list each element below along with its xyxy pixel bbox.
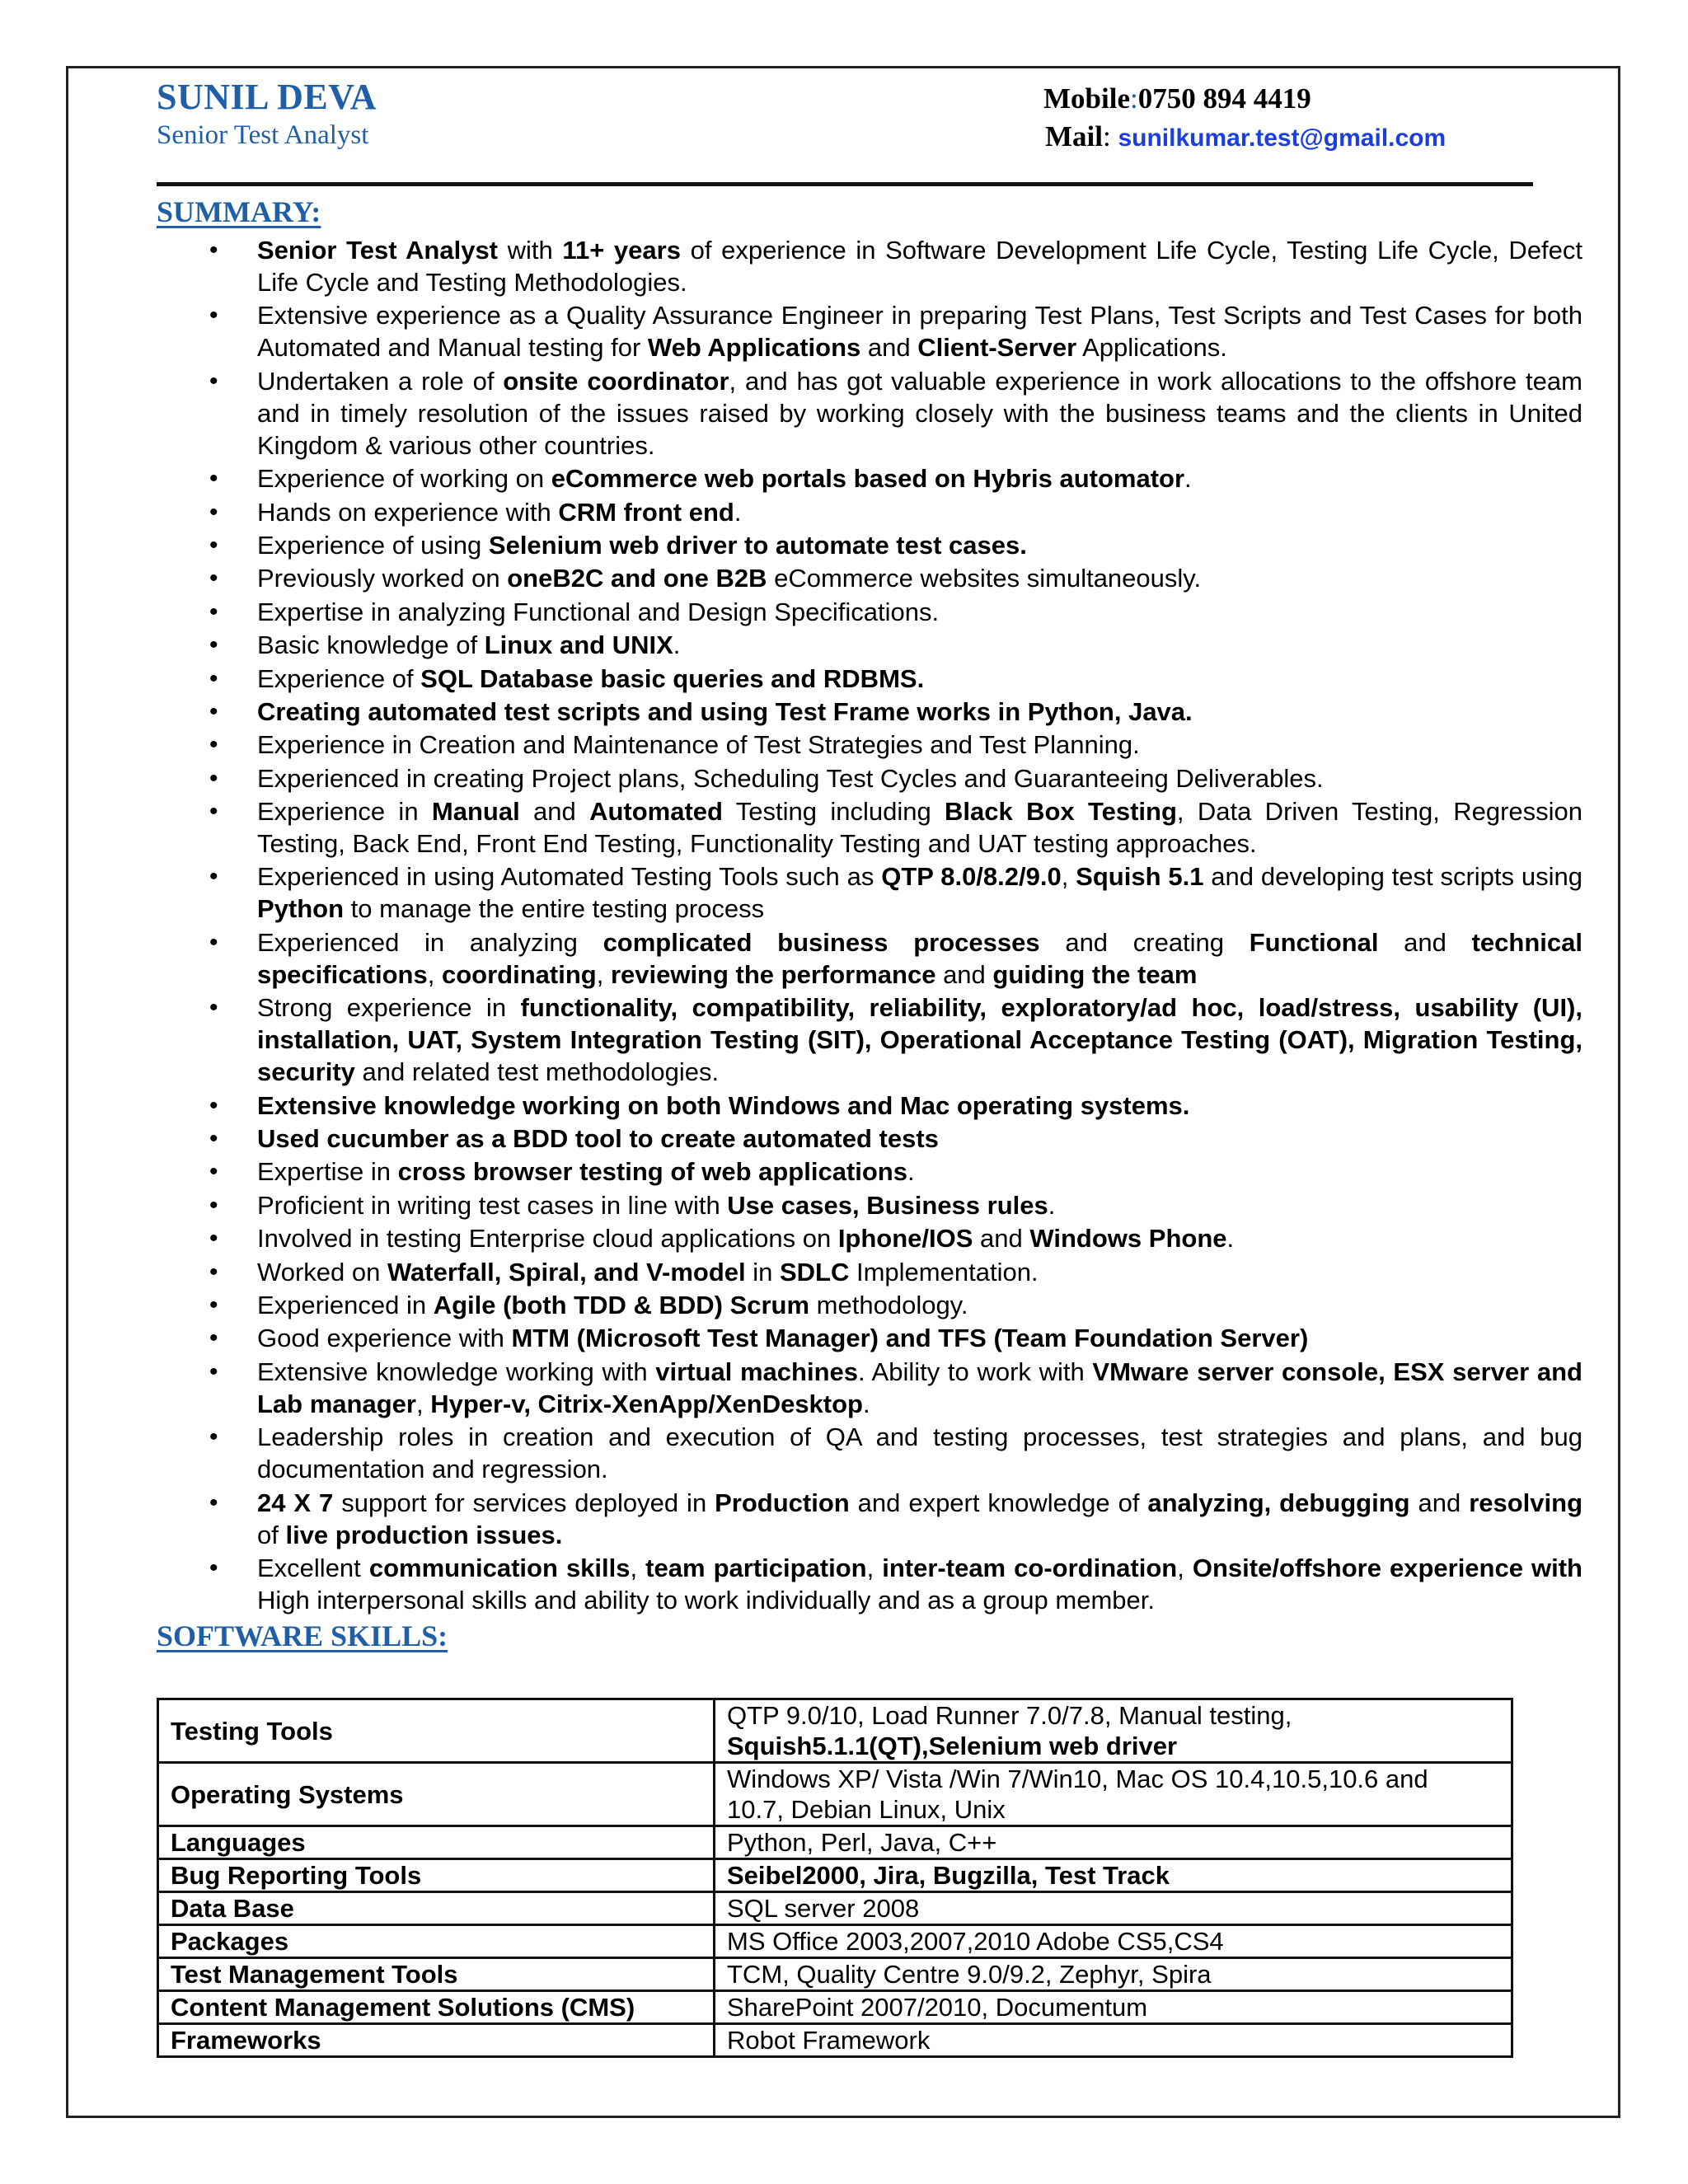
bold-text: virtual machines — [655, 1357, 858, 1386]
bold-text: SQL Database basic queries and RDBMS. — [420, 663, 925, 693]
text-segment: Previously worked on — [257, 564, 508, 593]
text-segment: and — [1409, 1488, 1470, 1517]
text-segment: of experience in Software Development Life Cycle, Testing Life Cycle, Defect Life Cycle and Testing Methodologies. — [257, 236, 1583, 297]
table-row — [158, 1859, 1512, 1892]
bold-text: 11+ years — [562, 236, 681, 265]
text-segment: Excellent — [257, 1553, 369, 1582]
text-segment: to manage the entire testing process — [344, 894, 765, 924]
text-segment: Experience of working on — [257, 464, 551, 494]
bold-text: Use cases, Business rules — [727, 1190, 1048, 1220]
text-segment: Involved in testing Enterprise cloud applications on — [257, 1224, 838, 1254]
skill-line — [727, 1860, 1499, 1891]
bold-text: SDLC — [779, 1257, 850, 1286]
candidate-title: Senior Test Analyst — [157, 120, 369, 150]
bold-text: Functional — [1249, 927, 1379, 957]
summary-item — [198, 1356, 1582, 1420]
text-segment: MS Office 2003,2007,2010 Adobe CS5,CS4 — [727, 1927, 1224, 1956]
summary-item — [198, 1421, 1582, 1485]
text-segment: SQL server 2008 — [727, 1894, 920, 1923]
bold-text: Automated — [589, 797, 723, 827]
resume-header — [157, 76, 1533, 158]
summary-heading: SUMMARY: — [157, 195, 321, 228]
skill-category: Bug Reporting Tools — [158, 1859, 715, 1892]
mobile-separator: : — [1129, 82, 1138, 115]
table-row — [158, 1763, 1512, 1826]
text-segment: and creating — [1039, 927, 1250, 957]
skill-values — [715, 1763, 1512, 1826]
text-segment: Undertaken a role of — [257, 366, 504, 396]
text-segment: . Ability to work with — [857, 1357, 1093, 1386]
text-segment: Implementation. — [849, 1257, 1039, 1286]
summary-item — [198, 1322, 1582, 1354]
bold-text: complicated business processes — [603, 927, 1040, 957]
table-row — [158, 1925, 1512, 1958]
bold-text: team participation — [645, 1553, 867, 1582]
summary-item — [198, 596, 1582, 628]
text-segment: Strong experience in — [257, 993, 521, 1023]
summary-item — [198, 926, 1582, 991]
text-segment: . — [734, 497, 742, 527]
text-segment: methodology. — [809, 1290, 968, 1319]
text-segment: with — [498, 236, 563, 265]
bold-text: functionality, compatibility, reliability, exploratory/ad hoc, load/stress, usability (UI), installation, UAT, System Integration Testing (SIT), Operational Acceptance Testing (OAT), Migration Testing, security — [257, 993, 1582, 1087]
mobile-label: Mobile — [1043, 82, 1130, 115]
summary-item — [198, 1222, 1582, 1254]
bold-text: Black Box Testing — [945, 797, 1177, 827]
skill-values — [715, 1859, 1512, 1892]
bold-text: 24 X 7 — [257, 1488, 334, 1517]
text-segment: Hands on experience with — [257, 497, 559, 527]
mail-separator: : — [1102, 120, 1111, 152]
bold-text: cross browser testing of web applications — [397, 1157, 907, 1187]
mobile-number: 0750 894 4419 — [1137, 82, 1311, 115]
summary-item — [198, 1122, 1582, 1155]
skill-line — [727, 1764, 1499, 1794]
text-segment: , and has got valuable experience in work allocations to the offshore team and in timely resolution of the issues raised by working closely with the business teams and the clients in United Kingdom & various other countries. — [257, 366, 1582, 460]
skill-line — [727, 1700, 1499, 1731]
text-segment: Python, Perl, Java, C++ — [727, 1828, 997, 1857]
text-segment: and expert knowledge of — [849, 1488, 1148, 1517]
skill-category: Content Management Solutions (CMS) — [158, 1991, 715, 2024]
bold-text: Used cucumber as a BDD tool to create automated tests — [257, 1124, 939, 1154]
table-row — [158, 1991, 1512, 2024]
skill-values — [715, 1892, 1512, 1925]
text-segment: SharePoint 2007/2010, Documentum — [727, 1993, 1148, 2022]
summary-item — [198, 496, 1582, 528]
text-segment: Experience of — [257, 663, 421, 693]
text-segment: . — [1048, 1190, 1056, 1220]
table-row — [158, 1699, 1512, 1763]
header-divider — [157, 182, 1533, 186]
summary-item — [198, 1189, 1582, 1221]
text-segment: and — [519, 797, 590, 827]
bold-text: Client-Server — [917, 333, 1077, 363]
summary-item — [198, 462, 1582, 494]
table-row — [158, 2024, 1512, 2057]
text-segment: Windows XP/ Vista /Win 7/Win10, Mac OS 10.4,10.5,10.6 and — [727, 1765, 1428, 1793]
skill-category: Test Management Tools — [158, 1958, 715, 1991]
text-segment: Experience in — [257, 797, 432, 827]
bold-text: communication skills — [368, 1553, 631, 1582]
bold-text: analyzing, debugging — [1147, 1488, 1410, 1517]
skill-category: Operating Systems — [158, 1763, 715, 1826]
summary-item — [198, 1487, 1582, 1551]
text-segment: eCommerce websites simultaneously. — [767, 564, 1202, 593]
text-segment: and developing test scripts using — [1203, 862, 1582, 892]
text-segment: Expertise in — [257, 1157, 398, 1187]
text-segment: Extensive knowledge working with — [257, 1357, 656, 1386]
text-segment: Experienced in — [257, 1290, 434, 1319]
software-skills-heading: SOFTWARE SKILLS: — [157, 1619, 448, 1652]
software-skills-table — [157, 1698, 1513, 2058]
text-segment: Experienced in analyzing — [257, 927, 603, 957]
text-segment: , — [866, 1553, 883, 1582]
text-segment: and — [1378, 927, 1472, 957]
bold-text: Seibel2000, Jira, Bugzilla, Test Track — [727, 1861, 1170, 1890]
skill-line — [727, 1992, 1499, 2022]
skill-line — [727, 1731, 1499, 1761]
text-segment: and — [860, 333, 918, 363]
bold-text: Hyper-v, Citrix-XenApp/XenDesktop — [430, 1389, 863, 1418]
text-segment: support for services deployed in — [333, 1488, 715, 1517]
skill-category: Languages — [158, 1826, 715, 1859]
text-segment: , — [1177, 1553, 1193, 1582]
skill-category: Packages — [158, 1925, 715, 1958]
bold-text: Onsite/offshore experience with — [1192, 1553, 1582, 1582]
skill-category: Testing Tools — [158, 1699, 715, 1763]
text-segment: , — [427, 959, 442, 989]
text-segment: and related test methodologies. — [354, 1057, 720, 1087]
text-segment: Applications. — [1076, 333, 1227, 363]
bold-text: Waterfall, Spiral, and V-model — [387, 1257, 746, 1286]
summary-item — [198, 1256, 1582, 1288]
bold-text: oneB2C and one B2B — [507, 564, 767, 593]
text-segment: , — [415, 1389, 431, 1418]
text-segment: Testing including — [722, 797, 945, 827]
text-segment: 10.7, Debian Linux, Unix — [727, 1795, 1006, 1824]
mobile-line — [1043, 82, 1311, 115]
summary-item — [198, 299, 1582, 363]
bold-text: resolving — [1469, 1488, 1583, 1517]
bold-text: coordinating — [441, 959, 597, 989]
bold-text: VMware server console, ESX server and Lab manager — [257, 1357, 1582, 1418]
text-segment: . — [863, 1389, 870, 1418]
bold-text: Windows Phone — [1029, 1224, 1227, 1254]
summary-item — [198, 1289, 1582, 1321]
email-address[interactable]: sunilkumar.test@gmail.com — [1118, 124, 1447, 152]
skill-line — [727, 1827, 1499, 1858]
text-segment: and — [935, 959, 993, 989]
text-segment: . — [673, 630, 681, 660]
skill-values — [715, 1826, 1512, 1859]
summary-item — [198, 762, 1582, 794]
text-segment: QTP 9.0/10, Load Runner 7.0/7.8, Manual testing, — [727, 1701, 1292, 1730]
text-segment: . — [1184, 464, 1192, 494]
text-segment: Experienced in using Automated Testing Tools such as — [257, 862, 882, 892]
skill-values — [715, 1991, 1512, 2024]
bold-text: Creating automated test scripts and using Test Frame works in Python, Java. — [257, 696, 1193, 726]
skill-line — [727, 1959, 1499, 1990]
skill-line — [727, 1794, 1499, 1825]
table-row — [158, 1826, 1512, 1859]
bold-text: reviewing the performance — [610, 959, 936, 989]
summary-item — [198, 629, 1582, 661]
summary-item — [198, 1552, 1582, 1616]
bold-text: Agile (both TDD & BDD) Scrum — [433, 1290, 810, 1319]
bold-text: Production — [715, 1488, 850, 1517]
table-row — [158, 1892, 1512, 1925]
mail-label: Mail — [1045, 120, 1103, 152]
text-segment: Expertise in analyzing Functional and Design Specifications. — [257, 597, 940, 626]
bold-text: onsite coordinator — [503, 366, 729, 396]
skill-values — [715, 2024, 1512, 2057]
bold-text: Iphone/IOS — [837, 1224, 973, 1254]
summary-item — [198, 1155, 1582, 1188]
summary-item — [198, 696, 1582, 728]
bold-text: CRM front end — [558, 497, 734, 527]
text-segment: of — [257, 1520, 286, 1549]
text-segment: , — [596, 959, 611, 989]
bold-text: live production issues. — [285, 1520, 563, 1549]
bold-text: guiding the team — [992, 959, 1198, 989]
bold-text: eCommerce web portals based on Hybris automator — [551, 464, 1185, 494]
bold-text: MTM (Microsoft Test Manager) and TFS (Team Foundation Server) — [511, 1324, 1309, 1353]
summary-item — [198, 729, 1582, 761]
candidate-name: SUNIL DEVA — [157, 77, 377, 117]
bold-text: Web Applications — [647, 333, 861, 363]
summary-item — [198, 663, 1582, 695]
skill-values — [715, 1925, 1512, 1958]
bold-text: Squish 5.1 — [1076, 862, 1204, 892]
skill-values — [715, 1699, 1512, 1763]
bold-text: Manual — [431, 797, 520, 827]
bold-text: QTP 8.0/8.2/9.0 — [881, 862, 1062, 892]
table-row — [158, 1958, 1512, 1991]
skill-line — [727, 1926, 1499, 1957]
summary-list — [198, 234, 1582, 1617]
text-segment: . — [1226, 1224, 1235, 1254]
text-segment: Leadership roles in creation and execution of QA and testing processes, test strategies and plans, and bug documentation and regression. — [257, 1422, 1582, 1484]
summary-item — [198, 795, 1582, 860]
bold-text: Extensive knowledge working on both Windows and Mac operating systems. — [257, 1090, 1190, 1120]
summary-item — [198, 562, 1582, 594]
text-segment: in — [745, 1257, 780, 1286]
text-segment: . — [907, 1157, 915, 1187]
bold-text: Senior Test Analyst — [257, 236, 499, 265]
summary-item — [198, 365, 1582, 462]
bold-text: Python — [257, 894, 345, 924]
summary-item — [198, 1090, 1582, 1122]
bold-text: Linux and UNIX — [484, 630, 673, 660]
text-segment: , — [1061, 862, 1076, 892]
text-segment: Extensive experience as a Quality Assurance Engineer in preparing Test Plans, Test Scripts and Test Cases for both Automated and Manual testing for — [257, 301, 1582, 363]
text-segment: Worked on — [257, 1257, 387, 1286]
skill-category: Frameworks — [158, 2024, 715, 2057]
text-segment: Basic knowledge of — [257, 630, 485, 660]
text-segment: High interpersonal skills and ability to work individually and as a group member. — [257, 1585, 1155, 1615]
text-segment: Proficient in writing test cases in line with — [257, 1190, 728, 1220]
text-segment: and — [973, 1224, 1030, 1254]
text-segment: Experience of using — [257, 530, 489, 560]
bold-text: technical specifications — [257, 927, 1582, 989]
summary-item — [198, 234, 1582, 298]
skill-category: Data Base — [158, 1892, 715, 1925]
text-segment: Good experience with — [257, 1324, 512, 1353]
bold-text: Squish5.1.1(QT),Selenium web driver — [727, 1732, 1178, 1760]
text-segment: Experienced in creating Project plans, Scheduling Test Cycles and Guaranteeing Deliverables. — [257, 763, 1324, 793]
mail-line — [1045, 120, 1446, 153]
text-segment: , Data Driven Testing, Regression Testing, Back End, Front End Testing, Functionality Testing and UAT testing approaches. — [257, 797, 1583, 859]
bold-text: inter-team co-ordination — [882, 1553, 1178, 1582]
skill-line — [727, 2025, 1499, 2055]
skill-values — [715, 1958, 1512, 1991]
bold-text: Selenium web driver to automate test cases. — [488, 530, 1027, 560]
text-segment: Robot Framework — [727, 2026, 931, 2055]
skill-line — [727, 1893, 1499, 1924]
text-segment: Experience in Creation and Maintenance of Test Strategies and Test Planning. — [257, 730, 1140, 760]
summary-item — [198, 860, 1582, 925]
summary-item — [198, 529, 1582, 561]
text-segment: , — [630, 1553, 646, 1582]
summary-item — [198, 991, 1582, 1088]
text-segment: TCM, Quality Centre 9.0/9.2, Zephyr, Spira — [727, 1960, 1212, 1989]
